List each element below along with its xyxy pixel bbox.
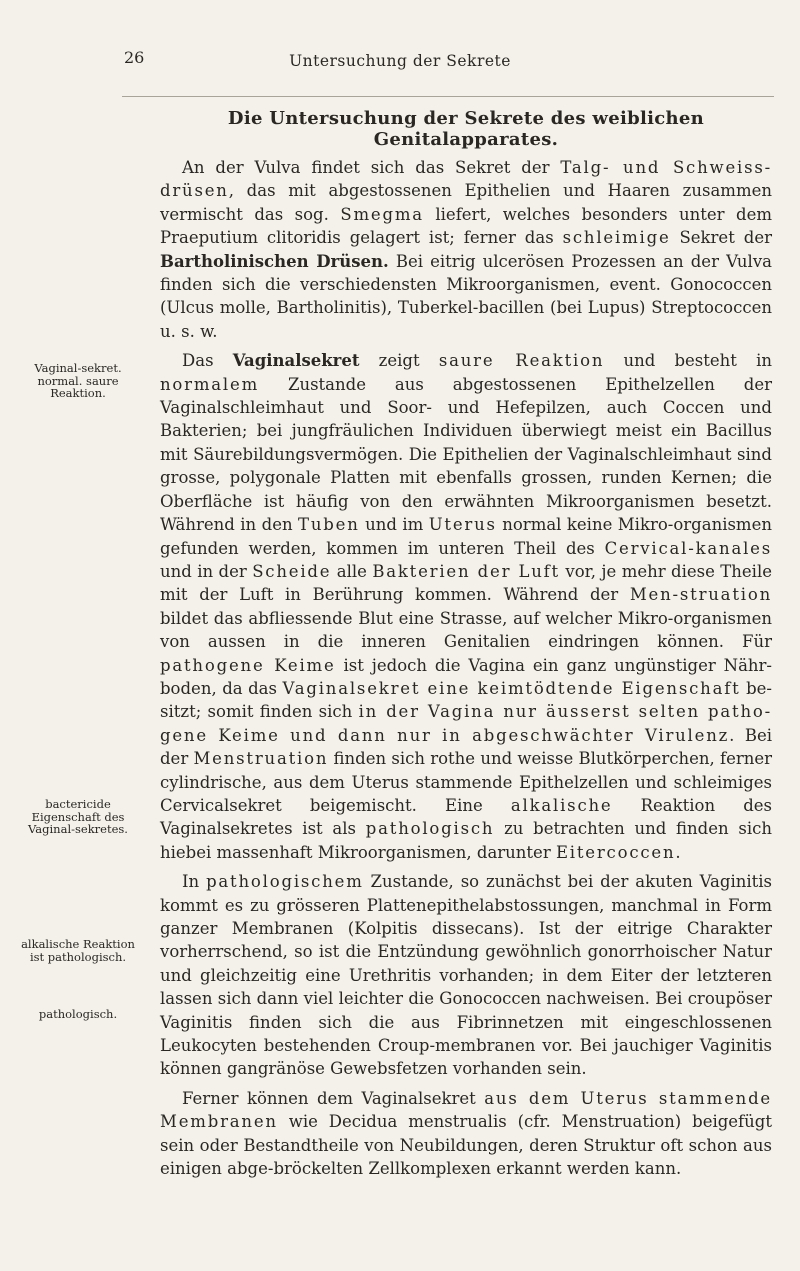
text-run: Das xyxy=(182,351,233,371)
spaced-term: Men-struation xyxy=(629,585,772,605)
text-run: und im xyxy=(359,515,429,535)
spaced-term: pathologischem xyxy=(206,872,364,892)
paragraph-membranen xyxy=(160,1087,772,1181)
running-head: Untersuchung der Sekrete xyxy=(289,52,511,70)
spaced-term: pathologisch xyxy=(365,819,495,839)
text-run: und in der xyxy=(160,561,253,581)
text-run: liefert, welches besonders unter dem Praeputium clitoridis gelagert ist; ferner das xyxy=(160,204,772,248)
text-run: Bei eitrig ulcerösen Prozessen an der Vulva finden sich die verschiedensten Mikroorganismen, event. Gonococcen (Ulcus molle, Bartholinitis), Tuberkel-bacillen (bei Lupus) Streptococcen u. s. w. xyxy=(160,251,772,341)
spaced-term: Smegma xyxy=(340,204,424,224)
spaced-term: saure Reaktion xyxy=(438,351,605,371)
spaced-term: pathogene Keime xyxy=(160,655,336,675)
page-number: 26 xyxy=(124,48,145,67)
text-run: finden sich rothe und weisse Blutkörperchen, ferner cylindrische, aus dem Uterus stammende Epithelzellen und schleimiges Cervicalsekret beigemischt. Eine xyxy=(160,749,772,815)
text-run: zeigt xyxy=(359,351,439,371)
paragraph-vaginalsekret xyxy=(160,349,772,864)
spaced-term: Talg- und Schweiss-drüsen xyxy=(160,158,772,201)
section-title: Die Untersuchung der Sekrete des weiblichen Genitalapparates. xyxy=(227,108,705,150)
spaced-term: Cervical-kanales xyxy=(604,538,772,558)
text-run: wie Decidua menstrualis (cfr. Menstruation) beigefügt sein oder Bestandtheile von Neubildungen, deren Struktur oft schon aus einigen abge-bröckelten Zellkomplexen erkannt werden kann. xyxy=(160,1112,772,1179)
text-run: In xyxy=(182,872,207,892)
text-run: , das mit abgestossenen Epithelien und Haaren zusammen vermischt das sog. xyxy=(160,181,772,224)
margin-note-vaginalsekret: Vaginal-sekret. normal. saure Reaktion. xyxy=(34,361,122,400)
text-run: vor, je mehr diese Theile mit der Luft in Berührung kommen. Während der xyxy=(160,561,772,605)
bold-term: Vaginalsekret xyxy=(232,351,360,371)
text-run: Sekret der xyxy=(670,228,772,248)
paragraph-pathologisch xyxy=(160,870,772,1081)
text-run: be-sitzt; somit finden sich xyxy=(160,678,772,722)
margin-note-pathologisch: pathologisch. xyxy=(38,1007,118,1021)
text-run: normal keine Mikro-organismen gefunden werden, kommen im unteren Theil des xyxy=(160,515,772,558)
header-rule xyxy=(122,96,774,97)
text-run: Reaktion des Vaginalsekretes ist als xyxy=(160,795,772,839)
spaced-term: Vaginalsekret eine keimtödtende Eigenschaft xyxy=(282,678,741,698)
spaced-term: Scheide xyxy=(252,561,332,581)
spaced-term: Bakterien der Luft xyxy=(372,561,560,581)
margin-note-bactericide: bactericide Eigenschaft des Vaginal-sekretes. xyxy=(28,797,128,836)
spaced-term: schleimige xyxy=(562,228,671,248)
text-run: alle xyxy=(331,561,373,581)
spaced-term: normalem xyxy=(160,374,260,394)
text-run: ist jedoch die Vagina ein ganz ungünstiger Nähr-boden, da das xyxy=(160,655,773,698)
text-run: Zustande aus abgestossenen Epithelzellen der Vaginalschleimhaut und Soor- und Hefepilzen, auch Coccen und Bakterien; bei jungfräulichen Individuen überwiegt meist ein Bacillus mit Säurebildungsvermögen. Die Epithelien der Vaginalschleimhaut sind grosse, polygonale Platten mit ebenfalls grossen, runden Kernen; die Oberfläche ist häufig von den erwähnten Mikroorganismen besetzt. Während in den xyxy=(160,374,772,535)
text-run: Bei der xyxy=(160,725,772,769)
margin-note-alkalische: alkalische Reaktion ist pathologisch. xyxy=(21,937,135,964)
spaced-term: Eitercoccen. xyxy=(555,842,683,862)
spaced-term: Menstruation xyxy=(193,749,329,769)
text-run: zu betrachten und finden sich hiebei massenhaft Mikroorganismen, darunter xyxy=(160,819,772,862)
text-run: und besteht in xyxy=(604,351,773,371)
spaced-term: Tuben xyxy=(298,515,360,535)
text-run: Ferner können dem Vaginalsekret xyxy=(182,1088,485,1108)
main-text xyxy=(160,108,772,1180)
text-run: An der Vulva findet sich das Sekret der xyxy=(182,158,561,177)
paragraph-vulva xyxy=(160,156,772,343)
spaced-term: Uterus xyxy=(428,515,497,535)
text-run: bildet das abfliessende Blut eine Strasse, auf welcher Mikro-organismen von aussen in die inneren Genitalien eindringen können. Für xyxy=(160,608,772,652)
bold-term: Bartholinischen Drüsen. xyxy=(160,251,389,271)
spaced-term: aus dem Uterus stammende Membranen xyxy=(160,1088,772,1132)
spaced-term: in der Vagina nur äusserst selten patho-gene Keime und dann nur in abgeschwächter Virulenz. xyxy=(160,702,772,745)
spaced-term: alkalische xyxy=(510,795,613,815)
text-run: Zustande, so zunächst bei der akuten Vaginitis kommt es zu grösseren Plattenepithelabstossungen, manchmal in Form ganzer Membranen (Kolpitis dissecans). Ist der eitrige Charakter vorherrschend, so ist die Entzündung gewöhnlich gonorrhoischer Natur und gleichzeitig eine Urethritis vorhanden; in dem Eiter der letzteren lassen sich dann viel leichter die Gonococcen nachweisen. Bei croupöser Vaginitis finden sich die aus Fibrinnetzen mit eingeschlossenen Leukocyten bestehenden Croup-membranen vor. Bei jauchiger Vaginitis können gangränöse Gewebsfetzen vorhanden sein. xyxy=(160,872,773,1079)
